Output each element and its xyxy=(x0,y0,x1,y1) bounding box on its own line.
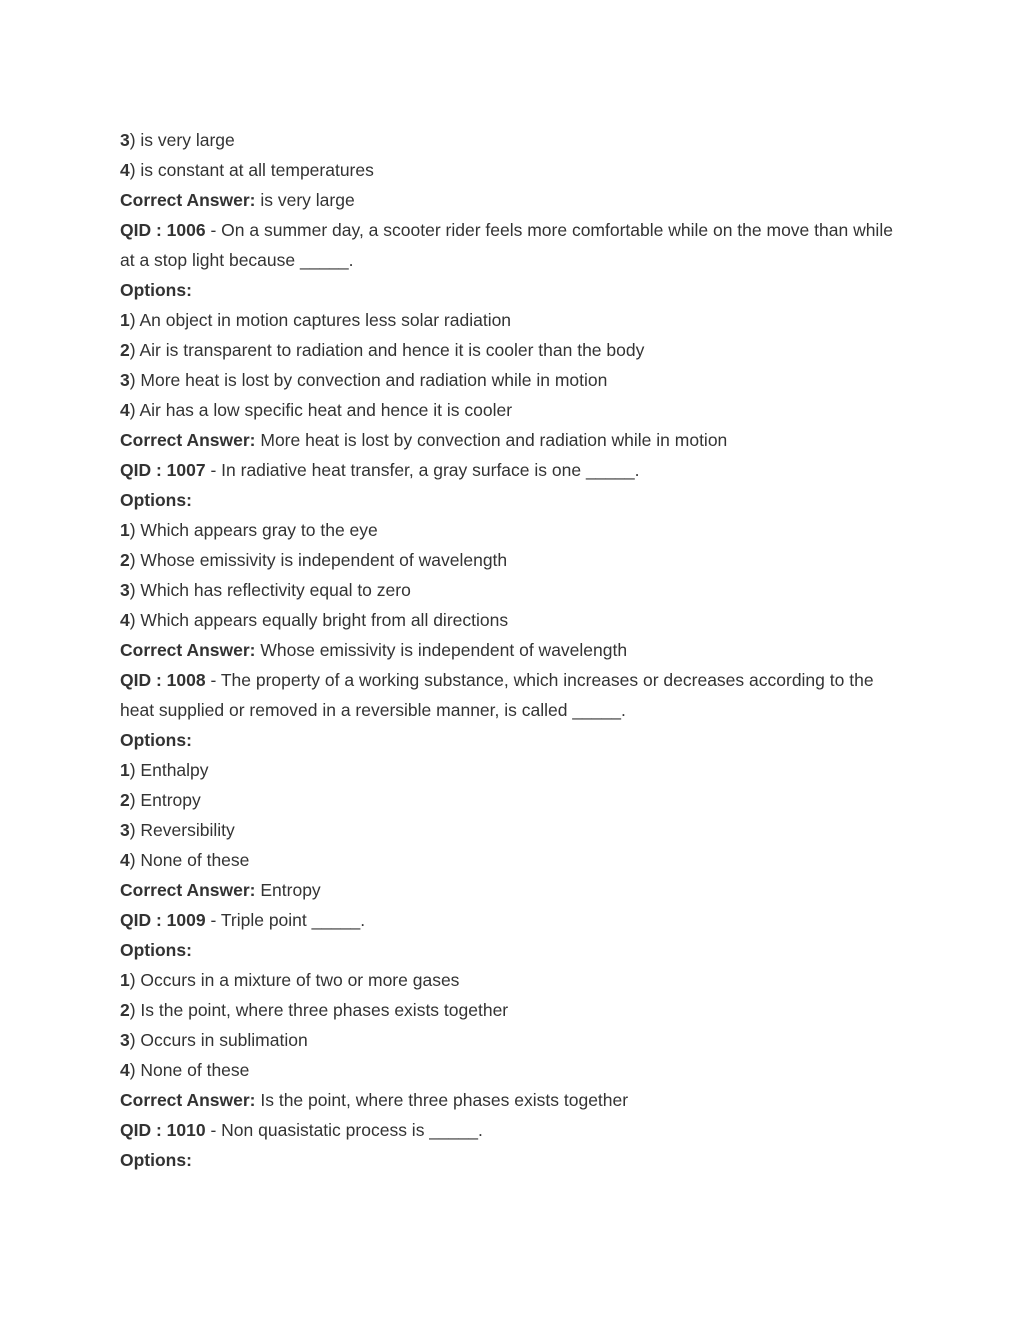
correct-answer-text: is very large xyxy=(255,190,355,210)
option-number: 4 xyxy=(120,1060,130,1080)
question-block xyxy=(120,1115,900,1175)
option-number: 2 xyxy=(120,340,130,360)
option-item xyxy=(120,305,900,335)
question-text: - In radiative heat transfer, a gray surface is one _____. xyxy=(205,460,640,480)
option-number: 2 xyxy=(120,1000,130,1020)
option-text: ) None of these xyxy=(129,1060,250,1080)
option-item xyxy=(120,155,900,185)
option-item xyxy=(120,755,900,785)
option-text: ) Air has a low specific heat and hence it is cooler xyxy=(129,400,513,420)
correct-answer xyxy=(120,425,900,455)
option-item xyxy=(120,815,900,845)
option-text: ) More heat is lost by convection and radiation while in motion xyxy=(129,370,608,390)
option-number: 3 xyxy=(120,370,130,390)
question xyxy=(120,215,900,275)
option-item xyxy=(120,995,900,1025)
question-text: - Non quasistatic process is _____. xyxy=(205,1120,483,1140)
correct-answer-label: Correct Answer: xyxy=(120,190,256,210)
option-text: ) Air is transparent to radiation and hence it is cooler than the body xyxy=(129,340,645,360)
option-number: 2 xyxy=(120,790,130,810)
qid-label: QID : 1007 xyxy=(120,460,206,480)
question-block xyxy=(120,215,900,455)
question-text: - On a summer day, a scooter rider feels more comfortable while on the move than while at a stop light because _____. xyxy=(120,220,893,270)
question xyxy=(120,455,900,485)
option-text: ) Whose emissivity is independent of wavelength xyxy=(129,550,508,570)
option-text: ) Occurs in sublimation xyxy=(129,1030,308,1050)
option-text: ) Which appears equally bright from all directions xyxy=(129,610,509,630)
option-item xyxy=(120,785,900,815)
qid-label: QID : 1008 xyxy=(120,670,206,690)
correct-answer-text: Entropy xyxy=(255,880,321,900)
option-text: ) Enthalpy xyxy=(129,760,209,780)
option-number: 1 xyxy=(120,310,130,330)
qid-label: QID : 1009 xyxy=(120,910,206,930)
option-item xyxy=(120,545,900,575)
document-page xyxy=(120,125,900,1175)
question-text: - Triple point _____. xyxy=(205,910,366,930)
option-text: ) Which appears gray to the eye xyxy=(129,520,378,540)
option-text: ) Which has reflectivity equal to zero xyxy=(129,580,411,600)
option-item xyxy=(120,1055,900,1085)
option-item xyxy=(120,515,900,545)
option-item xyxy=(120,575,900,605)
correct-answer-text: More heat is lost by convection and radiation while in motion xyxy=(255,430,728,450)
option-text: ) is constant at all temperatures xyxy=(129,160,374,180)
question-text: - The property of a working substance, which increases or decreases according to the heat supplied or removed in a reversible manner, is called _____. xyxy=(120,670,874,720)
option-number: 3 xyxy=(120,130,130,150)
option-item xyxy=(120,335,900,365)
correct-answer-text: Whose emissivity is independent of wavelength xyxy=(255,640,628,660)
correct-answer-label: Correct Answer: xyxy=(120,1090,256,1110)
correct-answer xyxy=(120,875,900,905)
option-item xyxy=(120,365,900,395)
option-text: ) Is the point, where three phases exists together xyxy=(129,1000,509,1020)
option-item xyxy=(120,605,900,635)
correct-answer-label: Correct Answer: xyxy=(120,430,256,450)
qid-label: QID : 1006 xyxy=(120,220,206,240)
option-number: 4 xyxy=(120,160,130,180)
option-item xyxy=(120,1025,900,1055)
option-text: ) is very large xyxy=(129,130,235,150)
option-number: 2 xyxy=(120,550,130,570)
option-number: 1 xyxy=(120,520,130,540)
correct-answer-text: Is the point, where three phases exists together xyxy=(255,1090,629,1110)
option-number: 4 xyxy=(120,400,130,420)
option-item xyxy=(120,125,900,155)
option-text: ) Entropy xyxy=(129,790,201,810)
option-number: 3 xyxy=(120,580,130,600)
option-text: ) An object in motion captures less solar radiation xyxy=(129,310,512,330)
option-number: 4 xyxy=(120,850,130,870)
option-number: 1 xyxy=(120,760,130,780)
previous-question-continuation xyxy=(120,125,900,215)
options-label: Options: xyxy=(120,940,192,960)
correct-answer-label: Correct Answer: xyxy=(120,880,256,900)
options-label: Options: xyxy=(120,490,192,510)
question-block xyxy=(120,905,900,1115)
question-block xyxy=(120,665,900,905)
options-label: Options: xyxy=(120,1150,192,1170)
correct-answer-label: Correct Answer: xyxy=(120,640,256,660)
correct-answer xyxy=(120,185,900,215)
option-number: 4 xyxy=(120,610,130,630)
option-item xyxy=(120,395,900,425)
options-label: Options: xyxy=(120,280,192,300)
question xyxy=(120,905,900,935)
option-number: 3 xyxy=(120,820,130,840)
option-number: 3 xyxy=(120,1030,130,1050)
correct-answer xyxy=(120,635,900,665)
option-item xyxy=(120,845,900,875)
option-text: ) None of these xyxy=(129,850,250,870)
question xyxy=(120,665,900,725)
options-label: Options: xyxy=(120,730,192,750)
correct-answer xyxy=(120,1085,900,1115)
option-text: ) Reversibility xyxy=(129,820,235,840)
option-item xyxy=(120,965,900,995)
qid-label: QID : 1010 xyxy=(120,1120,206,1140)
question xyxy=(120,1115,900,1145)
question-block xyxy=(120,455,900,665)
option-text: ) Occurs in a mixture of two or more gases xyxy=(129,970,460,990)
option-number: 1 xyxy=(120,970,130,990)
